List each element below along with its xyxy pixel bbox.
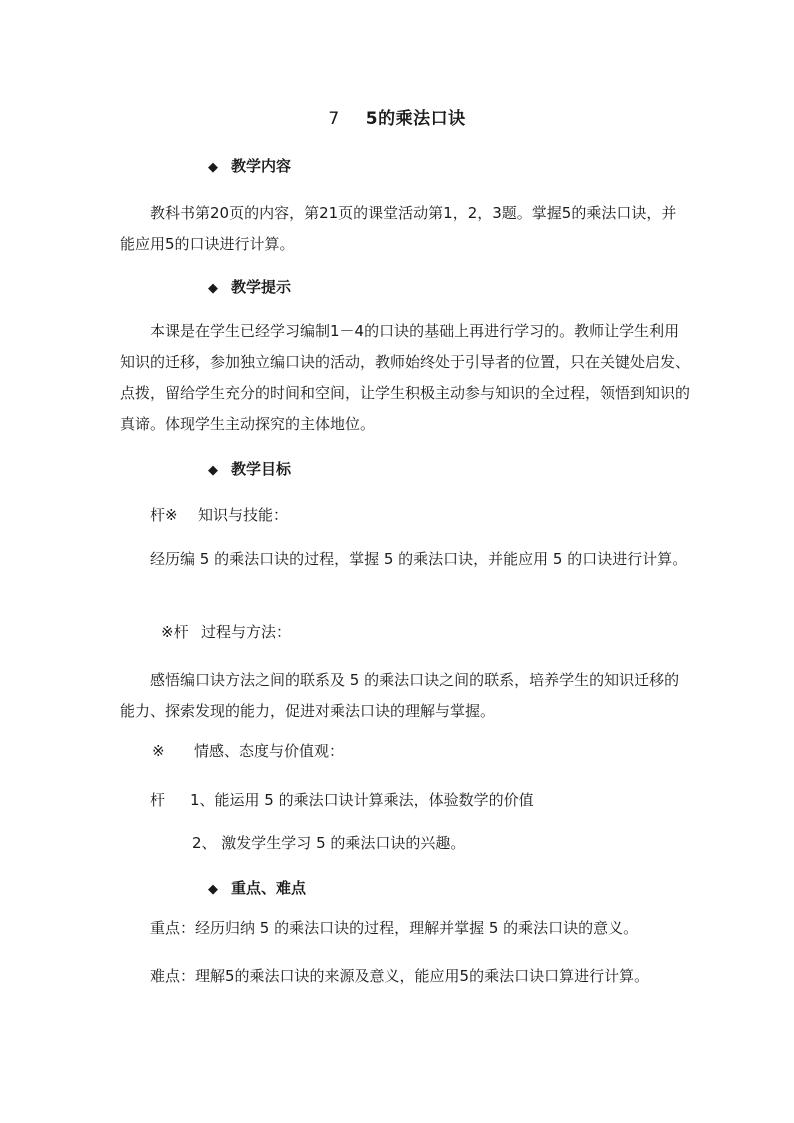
teaching-content-paragraph: 教科书第20页的内容，第21页的课堂活动第1，2，3题。掌握5的乘法口诀，并能应用5的口诀进行计算。: [120, 204, 677, 253]
goal-marker: 杆: [150, 791, 166, 809]
teaching-tips-paragraph: 本课是在学生已经学习编制1－4的口诀的基础上再进行学习的。教师让学生利用知识的迁移，参加独立编口诀的活动，教师始终处于引导者的位置，只在关键处启发、点拨，留给学生充分的时间和空间，让学生积极主动参与知识的全过程，领悟到知识的真谛。体现学生主动探究的主体地位。: [120, 322, 691, 433]
heading-text: 教学目标: [231, 460, 292, 478]
key-point-line: [150, 918, 638, 938]
lesson-number: 7: [328, 109, 340, 129]
diamond-bullet-icon: ◆: [208, 160, 218, 175]
goal-process-label-line: [161, 622, 291, 642]
heading-teaching-tips: [208, 277, 291, 299]
goal-knowledge-paragraph: 经历编 5 的乘法口诀的过程，掌握 5 的乘法口诀，并能应用 5 的口诀进行计算。: [150, 550, 688, 568]
page-title: [0, 104, 794, 129]
lesson-title: 5的乘法口诀: [365, 109, 466, 129]
goal-knowledge-label: 知识与技能：: [198, 506, 289, 524]
diamond-bullet-icon: ◆: [208, 882, 218, 897]
difficult-point-text: 难点：理解5的乘法口诀的来源及意义，能应用5的乘法口诀口算进行计算。: [150, 967, 650, 985]
goal-emotion-label: 情感、态度与价值观：: [194, 742, 345, 760]
heading-teaching-goals: [208, 459, 291, 481]
goal-process-paragraph: 感悟编口诀方法之间的联系及 5 的乘法口诀之间的联系，培养学生的知识迁移的能力、探索发现的能力，促进对乘法口诀的理解与掌握。: [120, 671, 680, 720]
goal-knowledge-label-line: [150, 505, 288, 525]
goal-item-2: [192, 833, 465, 853]
diamond-bullet-icon: ◆: [208, 463, 218, 478]
heading-key-points: [208, 878, 306, 900]
diamond-bullet-icon: ◆: [208, 281, 218, 296]
goal-marker: 杆※: [150, 506, 178, 524]
key-point-text: 重点：经历归纳 5 的乘法口诀的过程，理解并掌握 5 的乘法口诀的意义。: [150, 919, 639, 937]
heading-teaching-content: [208, 156, 291, 178]
goal-item-1: [150, 790, 534, 810]
goal-item-1-text: 1、能运用 5 的乘法口诀计算乘法，体验数学的价值: [190, 791, 534, 809]
difficult-point-line: [150, 966, 649, 986]
heading-text: 重点、难点: [231, 879, 307, 897]
goal-emotion-label-line: [152, 741, 344, 761]
heading-text: 教学内容: [231, 157, 292, 175]
goal-marker: ※杆: [161, 623, 189, 641]
goal-marker: ※: [152, 742, 165, 760]
goal-item-2-text: 2、 激发学生学习 5 的乘法口诀的兴趣。: [192, 834, 466, 852]
goal-process-label: 过程与方法：: [201, 623, 292, 641]
heading-text: 教学提示: [231, 278, 292, 296]
